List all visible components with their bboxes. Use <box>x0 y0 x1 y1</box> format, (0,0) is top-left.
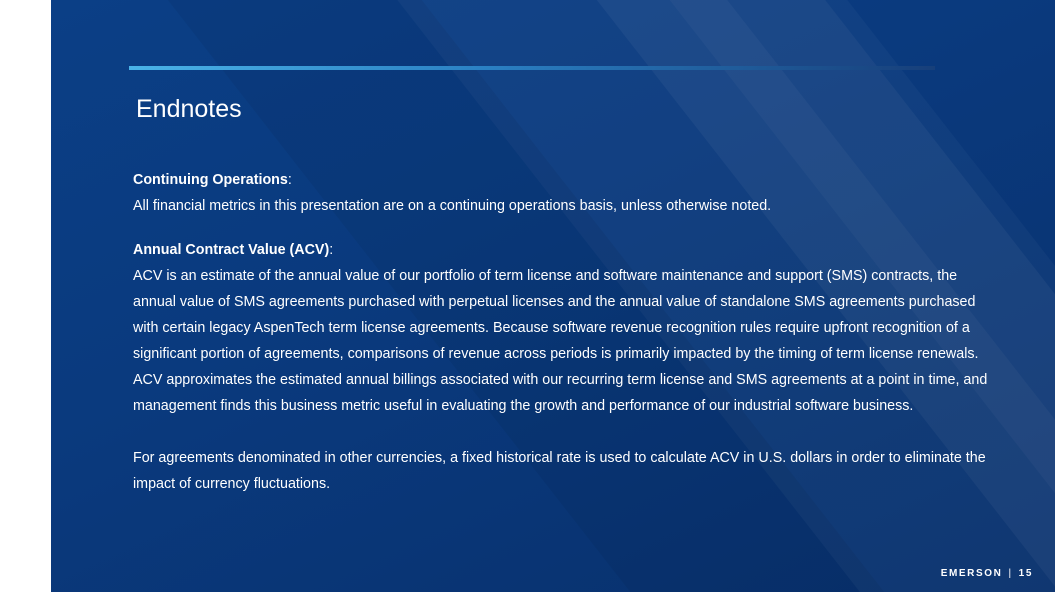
section-acv <box>133 237 993 497</box>
section-heading-suffix: : <box>287 172 292 188</box>
footer-brand: EMERSON <box>940 568 1003 579</box>
title-accent-line <box>129 66 935 70</box>
section-heading <box>133 237 993 263</box>
section-heading-text: Continuing Operations <box>133 172 288 188</box>
section-heading-suffix: : <box>329 242 334 258</box>
page-number: 15 <box>1018 568 1033 579</box>
slide <box>51 0 1055 592</box>
slide-title: Endnotes <box>136 95 242 123</box>
left-margin <box>0 0 51 594</box>
section-paragraph: For agreements denominated in other currencies, a fixed historical rate is used to calculate ACV in U.S. dollars in order to eliminate the impact of currency fluctuations. <box>133 450 986 492</box>
section-heading <box>133 167 993 193</box>
section-heading-text: Annual Contract Value (ACV) <box>133 242 330 258</box>
slide-footer <box>941 568 1033 579</box>
endnotes-content <box>133 167 993 497</box>
footer-separator: | <box>1008 568 1013 579</box>
section-paragraph: All financial metrics in this presentation are on a continuing operations basis, unless otherwise noted. <box>133 198 772 214</box>
section-continuing-operations <box>133 167 993 219</box>
section-paragraph: ACV is an estimate of the annual value of our portfolio of term license and software maintenance and support (SMS) contracts, the annual value of SMS agreements purchased with perpetual licenses and the annual value of standalone SMS agreements purchased with certain legacy AspenTech term license agreements. Because software revenue recognition rules require upfront recognition of a significant portion of agreements, comparisons of revenue across periods is primarily impacted by the timing of term license renewals. ACV approximates the estimated annual billings associated with our recurring term license and SMS agreements at a point in time, and management finds this business metric useful in evaluating the growth and performance of our industrial software business. <box>133 268 988 414</box>
